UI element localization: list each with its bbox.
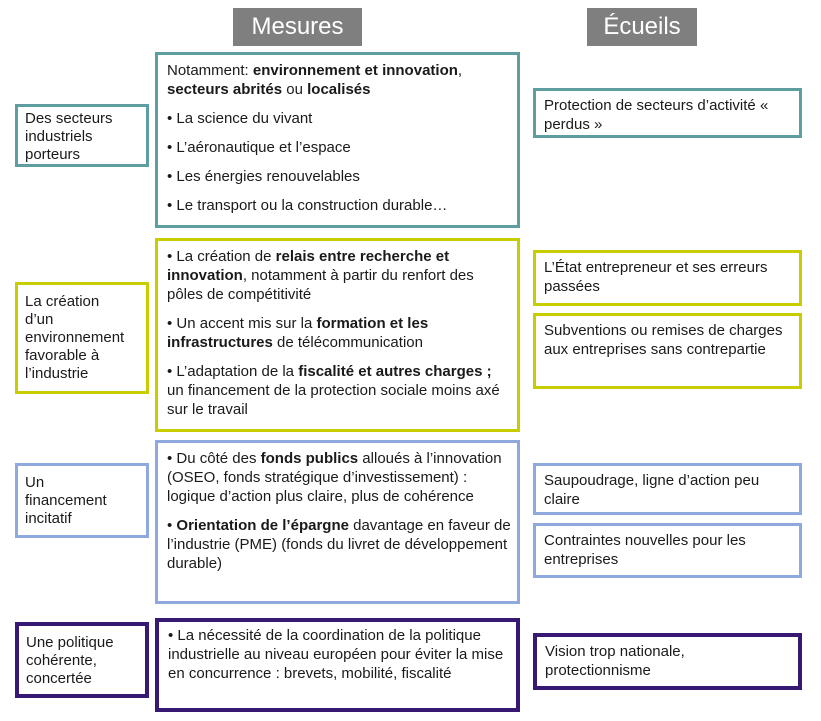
row4-measures-box: [155, 618, 520, 712]
measures-bullet: • La nécessité de la coordination de la politique industrielle au niveau européen pour éviter la mise en concurrence : brevets, mobilité, fiscalité: [168, 627, 504, 682]
row4-label-box: Une politique cohérente, concertée: [15, 622, 149, 698]
measures-bullet: • Les énergies renouvelables: [167, 168, 360, 185]
row3-pitfall-box-1: Saupoudrage, ligne d’action peu claire: [533, 463, 802, 515]
measures-bullet: • Du côté des fonds publics alloués à l’innovation (OSEO, fonds stratégique d’investissement) : logique d’action plus claire, plus de cohérence: [167, 450, 502, 505]
row3-label-box: Un financement incitatif: [15, 463, 149, 538]
row1-label-box: Des secteurs industriels porteurs: [15, 104, 149, 167]
row2-pitfall-box-2: Subventions ou remises de charges aux entreprises sans contrepartie: [533, 313, 802, 389]
measures-intro: Notamment: environnement et innovation, secteurs abrités ou localisés: [167, 62, 463, 98]
row3-measures-box: [155, 440, 520, 604]
row4-pitfall-box: Vision trop nationale, protectionnisme: [533, 633, 802, 690]
measures-bullet: • Le transport ou la construction durable…: [167, 197, 448, 214]
measures-bullet: • Un accent mis sur la formation et les infrastructures de télécommunication: [167, 315, 429, 351]
measures-bullet: • L’aéronautique et l’espace: [167, 139, 351, 156]
row1-measures-box: [155, 52, 520, 228]
column-header-ecueils: Écueils: [587, 8, 697, 46]
row2-label-box: La création d’un environnement favorable à l’industrie: [15, 282, 149, 394]
row2-pitfall-box-1: L’État entrepreneur et ses erreurs passées: [533, 250, 802, 306]
measures-bullet: • La science du vivant: [167, 110, 313, 127]
measures-bullet: • L’adaptation de la fiscalité et autres charges ; un financement de la protection sociale moins axé sur le travail: [167, 363, 500, 418]
row2-measures-box: [155, 238, 520, 432]
row1-pitfall-box: Protection de secteurs d’activité « perdus »: [533, 88, 802, 138]
measures-bullet: • La création de relais entre recherche et innovation, notamment à partir du renfort des pôles de compétitivité: [167, 248, 474, 303]
row3-pitfall-box-2: Contraintes nouvelles pour les entreprises: [533, 523, 802, 578]
column-header-mesures: Mesures: [233, 8, 362, 46]
measures-bullet: • Orientation de l’épargne davantage en faveur de l’industrie (PME) (fonds du livret de développement durable): [167, 517, 511, 572]
